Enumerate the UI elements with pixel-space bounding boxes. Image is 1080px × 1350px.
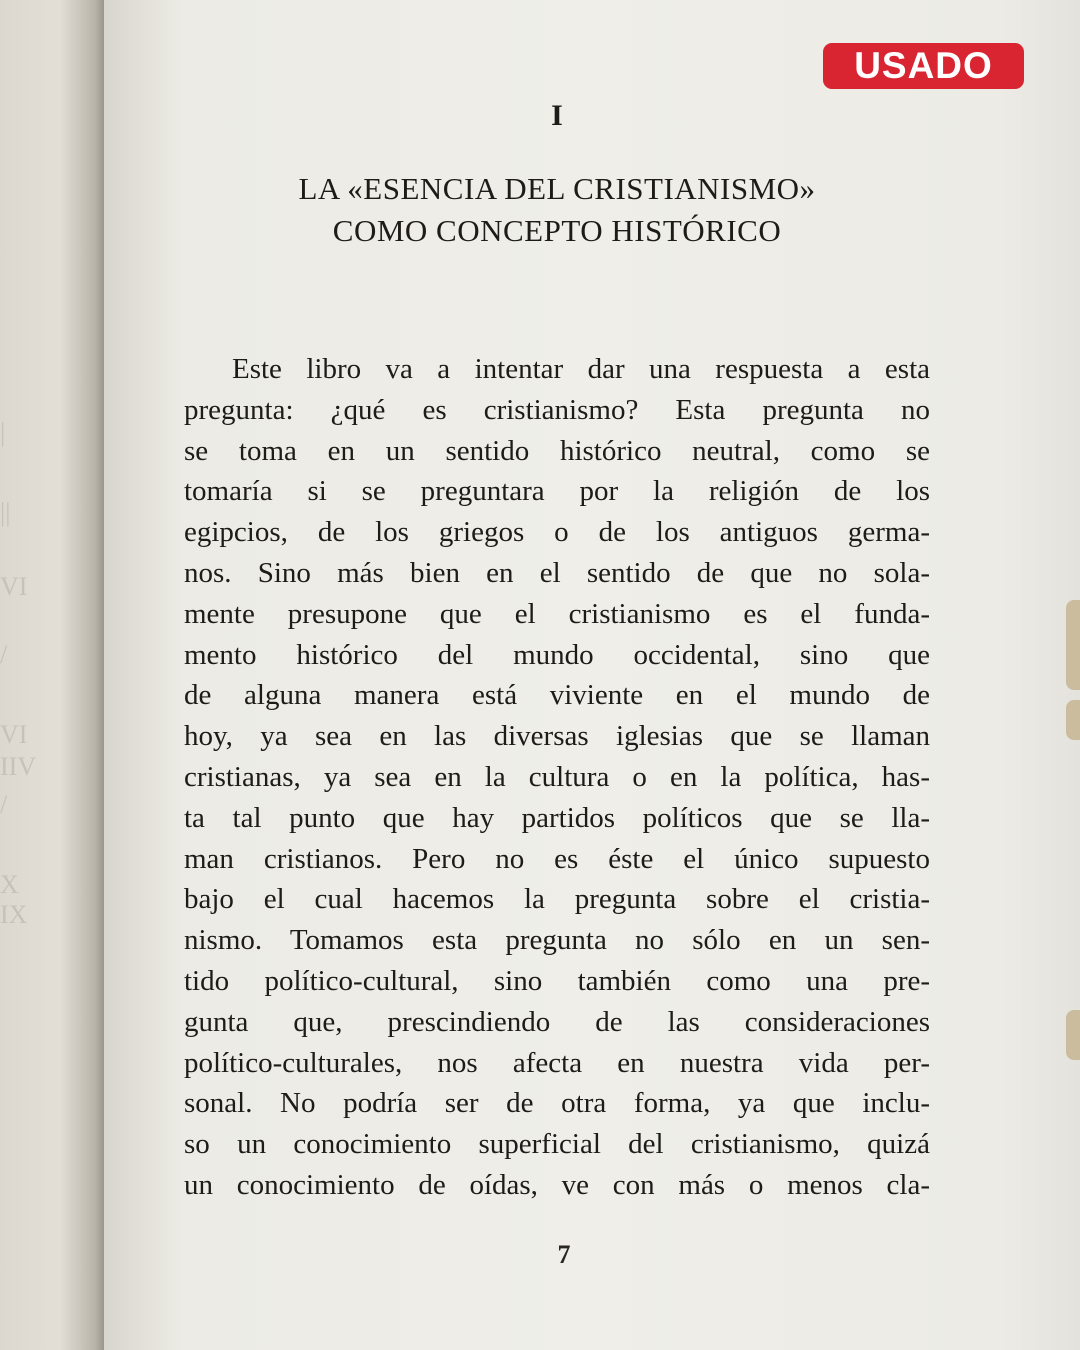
text-line: egipcios, de los griegos o de los antiguos germa- [184,516,930,549]
text-line: un conocimiento de oídas, ve con más o menos cla- [184,1168,930,1201]
left-page-bleed-mark: / [0,640,8,669]
left-page-bleed-mark: IIV [0,752,37,781]
page-number: 7 [557,1240,571,1269]
left-page-bleed-mark: IX [0,900,28,929]
left-page-edge [0,0,108,1350]
page-stain [1066,700,1080,740]
text-line: gunta que, prescindiendo de las consideraciones [184,1005,930,1038]
left-page-bleed-mark: VI [0,720,28,749]
text-line: se toma en un sentido histórico neutral, como se [184,434,930,467]
text-line: nos. Sino más bien en el sentido de que no sola- [184,556,930,589]
body-paragraph [184,349,930,1206]
chapter-title-line: COMO CONCEPTO HISTÓRICO [332,213,782,248]
left-page-bleed-mark: VI [0,572,28,601]
text-line: so un conocimiento superficial del cristianismo, quizá [184,1128,930,1161]
text-line: bajo el cual hacemos la pregunta sobre el cristia- [184,883,930,916]
text-line: de alguna manera está viviente en el mundo de [184,679,930,712]
page-content [184,92,930,1206]
text-line: man cristianos. Pero no es éste el único supuesto [184,842,930,875]
page-stain [1066,600,1080,690]
text-line: mente presupone que el cristianismo es el funda- [184,597,930,630]
text-line: nismo. Tomamos esta pregunta no sólo en un sen- [184,924,930,957]
chapter-title-line: LA «ESENCIA DEL CRISTIANISMO» [298,171,816,206]
used-badge [823,43,1024,89]
text-line: pregunta: ¿qué es cristianismo? Esta pregunta no [184,393,930,426]
used-badge-label: USADO [854,45,993,86]
chapter-number: I [551,99,563,132]
text-line: ta tal punto que hay partidos políticos que se lla- [184,801,930,834]
text-line: sonal. No podría ser de otra forma, ya que inclu- [184,1087,930,1120]
left-page-bleed-mark: | [0,418,6,447]
text-line: político-culturales, nos afecta en nuestra vida per- [184,1046,930,1079]
text-line: hoy, ya sea en las diversas iglesias que se llaman [184,720,930,753]
left-page-bleed-mark: || [0,498,11,527]
chapter-title [184,168,930,252]
text-line: cristianas, ya sea en la cultura o en la política, has- [184,760,930,793]
left-page-bleed-mark: / [0,790,8,819]
text-line: mento histórico del mundo occidental, sino que [184,638,930,671]
left-page-bleed-mark: X [0,870,19,899]
text-line: Este libro va a intentar dar una respuesta a esta [232,353,930,385]
page-stain [1066,1010,1080,1060]
text-line: tomaría si se preguntara por la religión de los [184,475,930,508]
text-line: tido político-cultural, sino también como una pre- [184,964,930,997]
